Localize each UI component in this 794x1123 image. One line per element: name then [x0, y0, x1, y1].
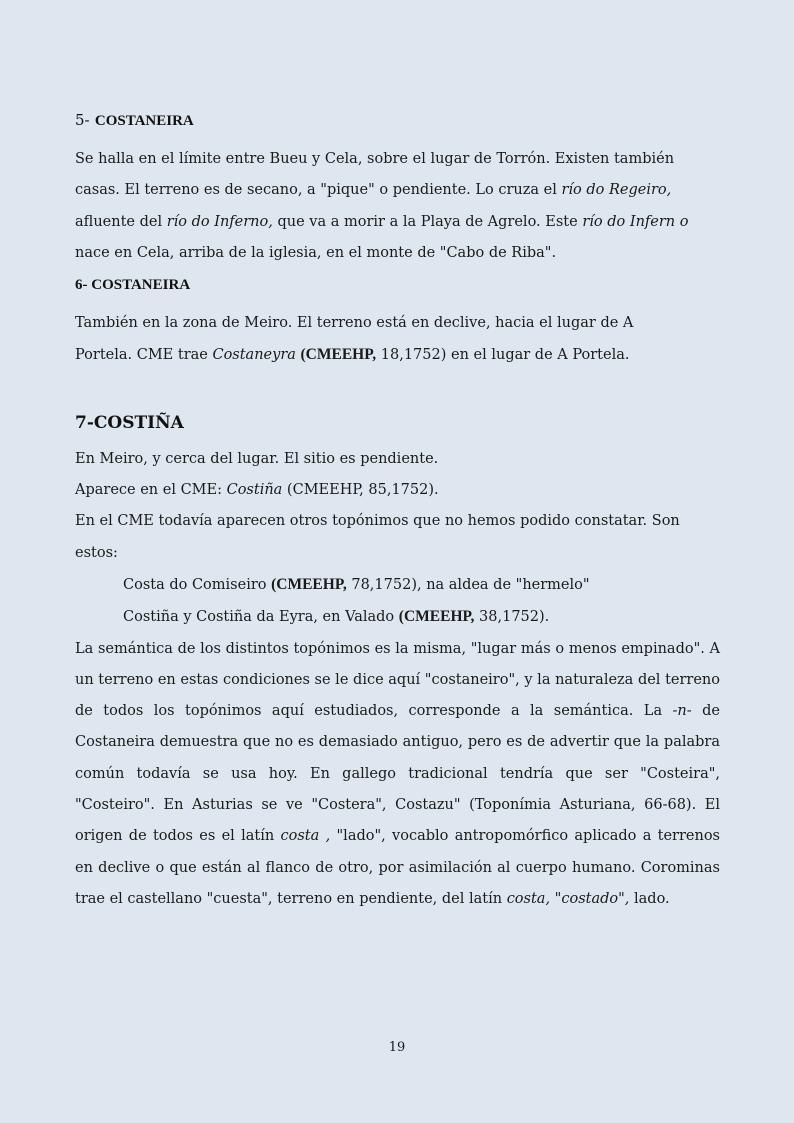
- sec7-line-2: Aparece en el CME: Costiña (CMEEHP, 85,1752).: [75, 482, 439, 499]
- section-5-title: COSTANEIRA: [94, 113, 194, 129]
- sec6-line-2: Portela. CME trae Costaneyra (CMEEHP, 18,1752) en el lugar de A Portela.: [75, 346, 630, 364]
- sec5-line-3: afluente del río do Inferno, que va a morir a la Playa de Agrelo. Este río do Infern o: [75, 213, 689, 230]
- section-6-heading: 6- COSTANEIRA: [75, 277, 191, 294]
- sec7-paragraph: La semántica de los distintos topónimos es la misma, "lugar más o menos empinado". A un terreno en estas condiciones se le dice aquí "costaneiro", y la naturaleza del terreno de todos los topónimos aquí estudiados, corresponde a la semántica. La -n- de Costaneira demuestra que no es demasiado antiguo, pero es de advertir que la palabra común todavía se usa hoy. En gallego tradicional tendría que ser "Costeira", "Costeiro". En Asturias se ve "Costera", Costazu" (Toponímia Asturiana, 66-68). El origen de todos es el latín costa , "lado", vocablo antropomórfico aplicado a terrenos en declive o que están al flanco de otro, por asimilación al cuerpo humano. Corominas trae el castellano "cuesta", terreno en pendiente, del latín costa, "costado", lado.: [75, 640, 720, 907]
- sec7-line-1: En Meiro, y cerca del lugar. El sitio es pendiente.: [75, 450, 439, 467]
- sec5-line-2: casas. El terreno es de secano, a "pique" o pendiente. Lo cruza el río do Regeiro,: [75, 182, 672, 199]
- section-7-heading: 7-COSTIÑA: [75, 412, 184, 433]
- sec5-line-1: Se halla en el límite entre Bueu y Cela, sobre el lugar de Torrón. Existen también: [75, 151, 675, 167]
- list-item-2: Costiña y Costiña da Eyra, en Valado (CMEEHP, 38,1752).: [123, 608, 550, 626]
- place-name: río do Regeiro,: [561, 182, 672, 199]
- sec5-line-4: nace en Cela, arriba de la iglesia, en el monte de "Cabo de Riba".: [75, 244, 557, 261]
- sec6-line-1: También en la zona de Meiro. El terreno está en declive, hacia el lugar de A: [75, 315, 634, 332]
- sec7-line-3: En el CME todavía aparecen otros topónimos que no hemos podido constatar. Son: [75, 513, 680, 530]
- section-5-number: 5-: [75, 111, 90, 129]
- place-name: río do Inferno,: [166, 213, 273, 230]
- list-item-1: Costa do Comiseiro (CMEEHP, 78,1752), na aldea de "hermelo": [123, 575, 590, 593]
- section-5-heading: [75, 105, 720, 136]
- page-number: 19: [388, 1040, 406, 1055]
- sec7-line-4: estos:: [75, 544, 118, 561]
- place-name: río do Infern o: [582, 213, 689, 230]
- page-content: [75, 105, 720, 915]
